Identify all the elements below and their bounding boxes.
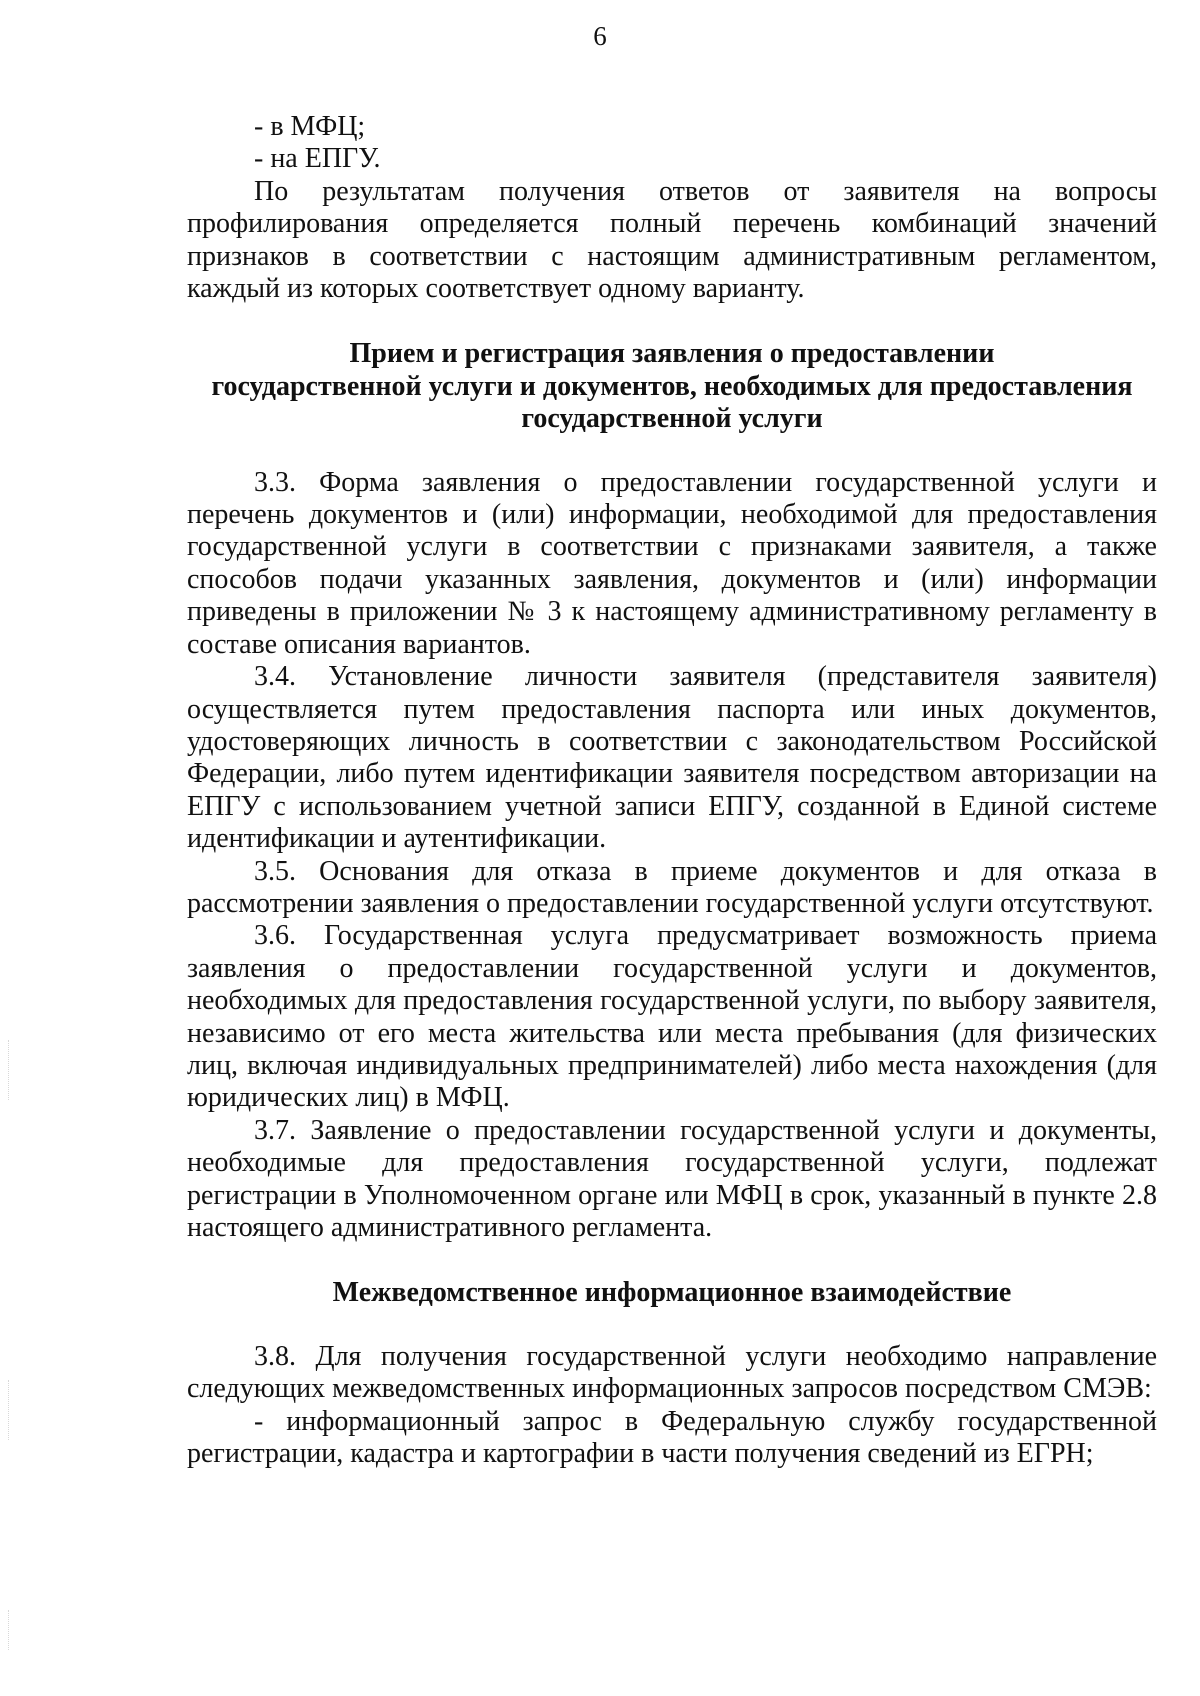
paragraph-egrn-request: - информационный запрос в Федеральную службу государственной регистрации, кадастра и картографии в части получения сведений из ЕГРН; (187, 1405, 1157, 1470)
paragraph-3-6: 3.6. Государственная услуга предусматривает возможность приема заявления о предоставлении государственной услуги и документов, необходимых для предоставления государственной услуги, по выбору заявителя, независимо от его места жительства или места пребывания (для физических лиц, включая индивидуальных предпринимателей) либо места нахождения (для юридических лиц) в МФЦ. (187, 920, 1157, 1114)
spacer (187, 305, 1157, 338)
scan-margin-mark (8, 1610, 11, 1650)
paragraph-3-5: 3.5. Основания для отказа в приеме документов и для отказа в рассмотрении заявления о предоставлении государственной услуги отсутствуют. (187, 855, 1157, 919)
section-heading-reception (187, 338, 1157, 435)
heading-line: государственной услуги (521, 403, 823, 435)
paragraph-3-8: 3.8. Для получения государственной услуги необходимо направление следующих межведомственных информационных запросов посредством СМЭВ: (187, 1340, 1157, 1405)
spacer (187, 1244, 1157, 1277)
list-item-epgu: - на ЕПГУ. (254, 143, 381, 175)
list-item-mfc: - в МФЦ; (254, 111, 366, 142)
spacer (187, 436, 1157, 467)
scan-margin-mark (8, 1380, 11, 1440)
heading-line: государственной услуги и документов, необходимых для предоставления (211, 370, 1133, 402)
paragraph-3-7: 3.7. Заявление о предоставлении государственной услуги и документы, необходимые для предоставления государственной услуги, подлежат регистрации в Уполномоченном органе или МФЦ в срок, указанный в пункте 2.8 настоящего административного регламента. (187, 1114, 1157, 1243)
section-heading-interagency: Межведомственное информационное взаимодействие (332, 1277, 1012, 1309)
paragraph-3-4: 3.4. Установление личности заявителя (представителя заявителя) осуществляется путем предоставления паспорта или иных документов, удостоверяющих личность в соответствии с законодательством Российской Федерации, либо путем идентификации заявителя посредством авторизации на ЕПГУ с использованием учетной записи ЕПГУ, созданной в Единой системе идентификации и аутентификации. (187, 661, 1157, 855)
intro-paragraph: По результатам получения ответов от заявителя на вопросы профилирования определяется полный перечень комбинаций значений признаков в соответствии с настоящим административным регламентом, каждый из которых соответствует одному варианту. (187, 175, 1157, 305)
heading-line: Прием и регистрация заявления о предоставлении (349, 338, 995, 370)
scan-margin-mark (8, 1040, 11, 1100)
paragraph-3-3: 3.3. Форма заявления о предоставлении государственной услуги и перечень документов и (или) информации, необходимой для предоставления государственной услуги в соответствии с признаками заявителя, а также способов подачи указанных заявления, документов и (или) информации приведены в приложении № 3 к настоящему административному регламенту в составе описания вариантов. (187, 466, 1157, 660)
page-content (187, 111, 1157, 1470)
page-number: 6 (593, 21, 607, 51)
spacer (187, 1310, 1157, 1341)
